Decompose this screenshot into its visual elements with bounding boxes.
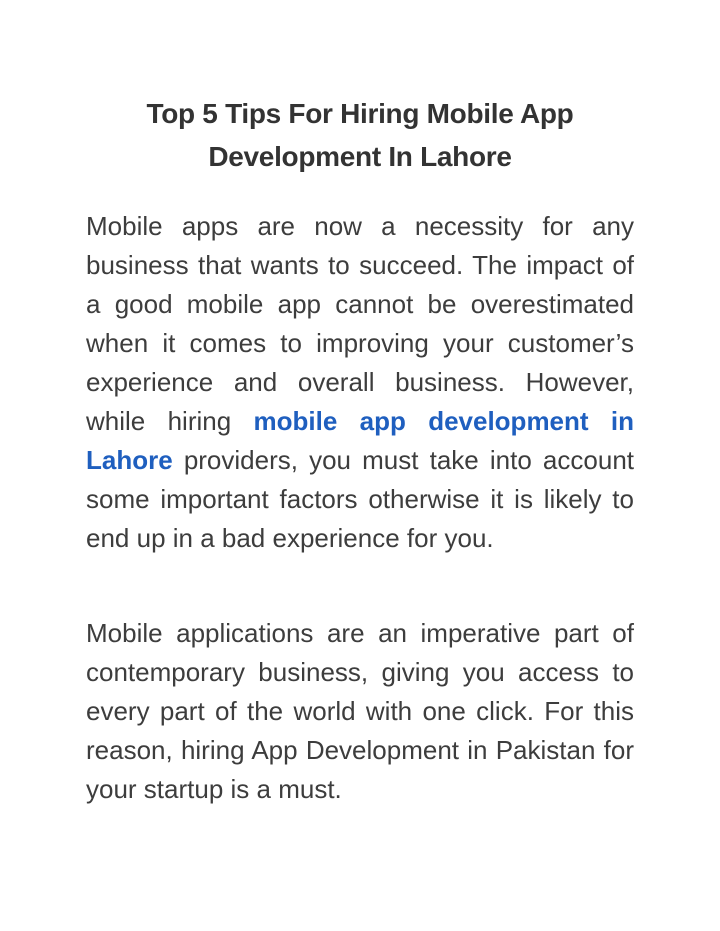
title-line-1: Top 5 Tips For Hiring Mobile App [146,98,574,129]
paragraph-intro [86,207,634,558]
paragraph-intro-text-before: Mobile apps are now a necessity for any business that wants to succeed. The impact of a good mobile app cannot be overestimated when it comes to improving your customer’s experience and overall business. However, while hiring [86,211,634,436]
title-line-2: Development In Lahore [208,141,512,172]
mobile-app-development-link[interactable]: mobile app development in Lahore [86,406,634,475]
paragraph-second [86,614,634,809]
page-title [110,92,610,178]
paragraph-second-text: Mobile applications are an imperative part of contemporary business, giving you access to every part of the world with one click. For this reason, hiring App Development in Pakistan for your startup is a must. [86,618,634,804]
paragraph-intro-text-after: providers, you must take into account some important factors otherwise it is likely to end up in a bad experience for you. [86,445,634,553]
